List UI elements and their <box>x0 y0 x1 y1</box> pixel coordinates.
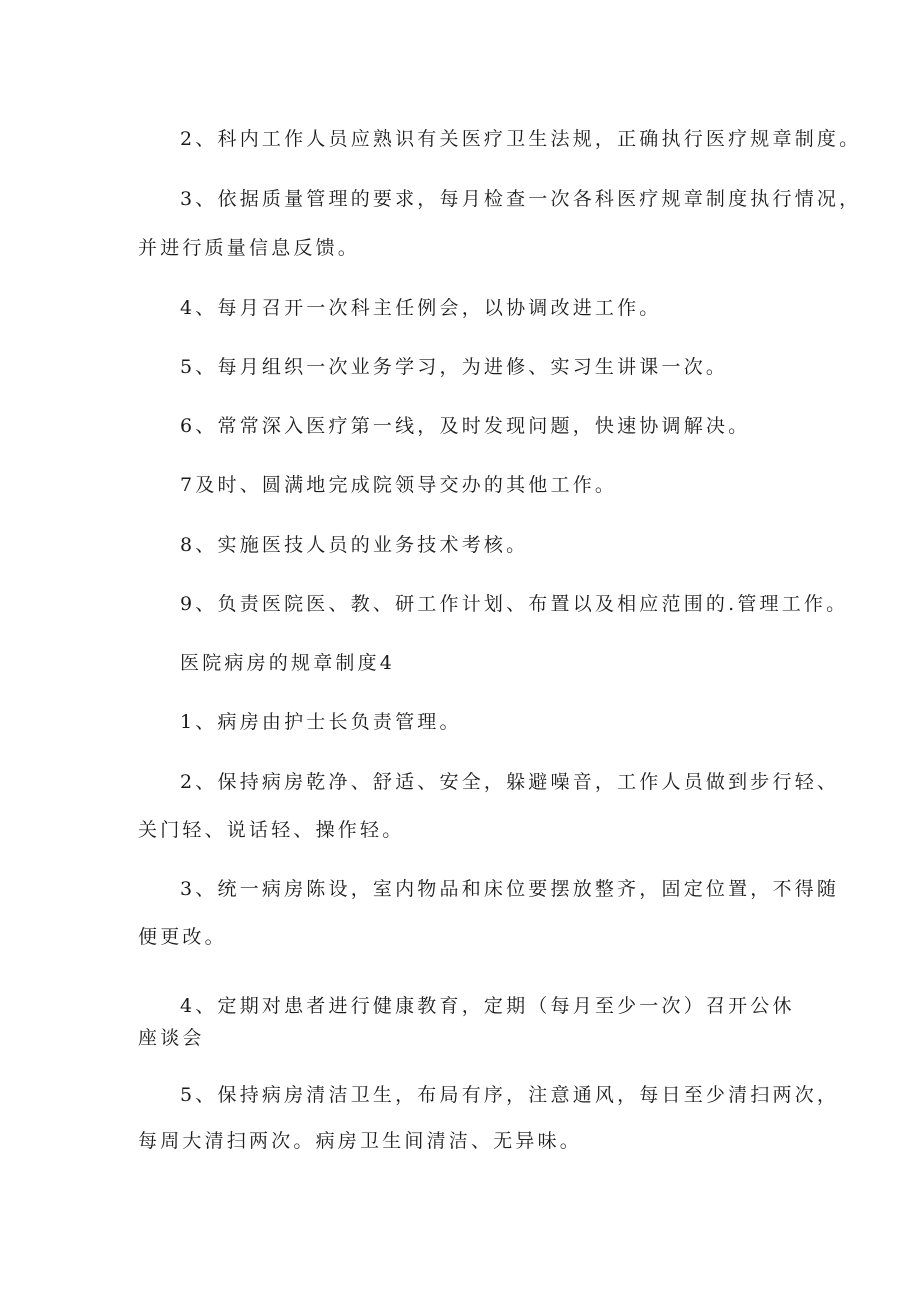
rule-4-line-2: 座谈会 <box>138 1027 205 1049</box>
paragraph-3-line-1: 3、依据质量管理的要求，每月检查一次各科医疗规章制度执行情况， <box>180 188 862 210</box>
paragraph-3-line-2: 并进行质量信息反馈。 <box>138 237 361 259</box>
section-heading: 医院病房的规章制度4 <box>180 652 396 674</box>
rule-3-line-2: 便更改。 <box>138 926 227 948</box>
rule-2-line-2: 关门轻、说话轻、操作轻。 <box>138 819 405 841</box>
rule-4-line-1: 4、定期对患者进行健康教育，定期（每月至少一次）召开公休 <box>180 995 795 1017</box>
paragraph-8-line-1: 8、实施医技人员的业务技术考核。 <box>180 534 529 556</box>
paragraph-2-line-1: 2、科内工作人员应熟识有关医疗卫生法规，正确执行医疗规章制度。 <box>180 128 862 150</box>
paragraph-7-line-1: 7及时、圆满地完成院领导交办的其他工作。 <box>180 474 618 496</box>
paragraph-6-line-1: 6、常常深入医疗第一线，及时发现问题，快速协调解决。 <box>180 415 751 437</box>
rule-5-line-1: 5、保持病房清洁卫生，布局有序，注意通风，每日至少清扫两次， <box>180 1084 840 1106</box>
paragraph-5-line-1: 5、每月组织一次业务学习，为进修、实习生讲课一次。 <box>180 356 729 378</box>
rule-2-line-1: 2、保持病房乾净、舒适、安全，躲避噪音，工作人员做到步行轻、 <box>180 771 840 793</box>
rule-5-line-2: 每周大清扫两次。病房卫生间清洁、无异味。 <box>138 1130 583 1152</box>
paragraph-4-line-1: 4、每月召开一次科主任例会，以协调改进工作。 <box>180 297 662 319</box>
rule-1-line-1: 1、病房由护士长负责管理。 <box>180 711 462 733</box>
rule-3-line-1: 3、统一病房陈设，室内物品和床位要摆放整齐，固定位置，不得随 <box>180 878 840 900</box>
paragraph-9-line-1: 9、负责医院医、教、研工作计划、布置以及相应范围的.管理工作。 <box>180 593 849 615</box>
